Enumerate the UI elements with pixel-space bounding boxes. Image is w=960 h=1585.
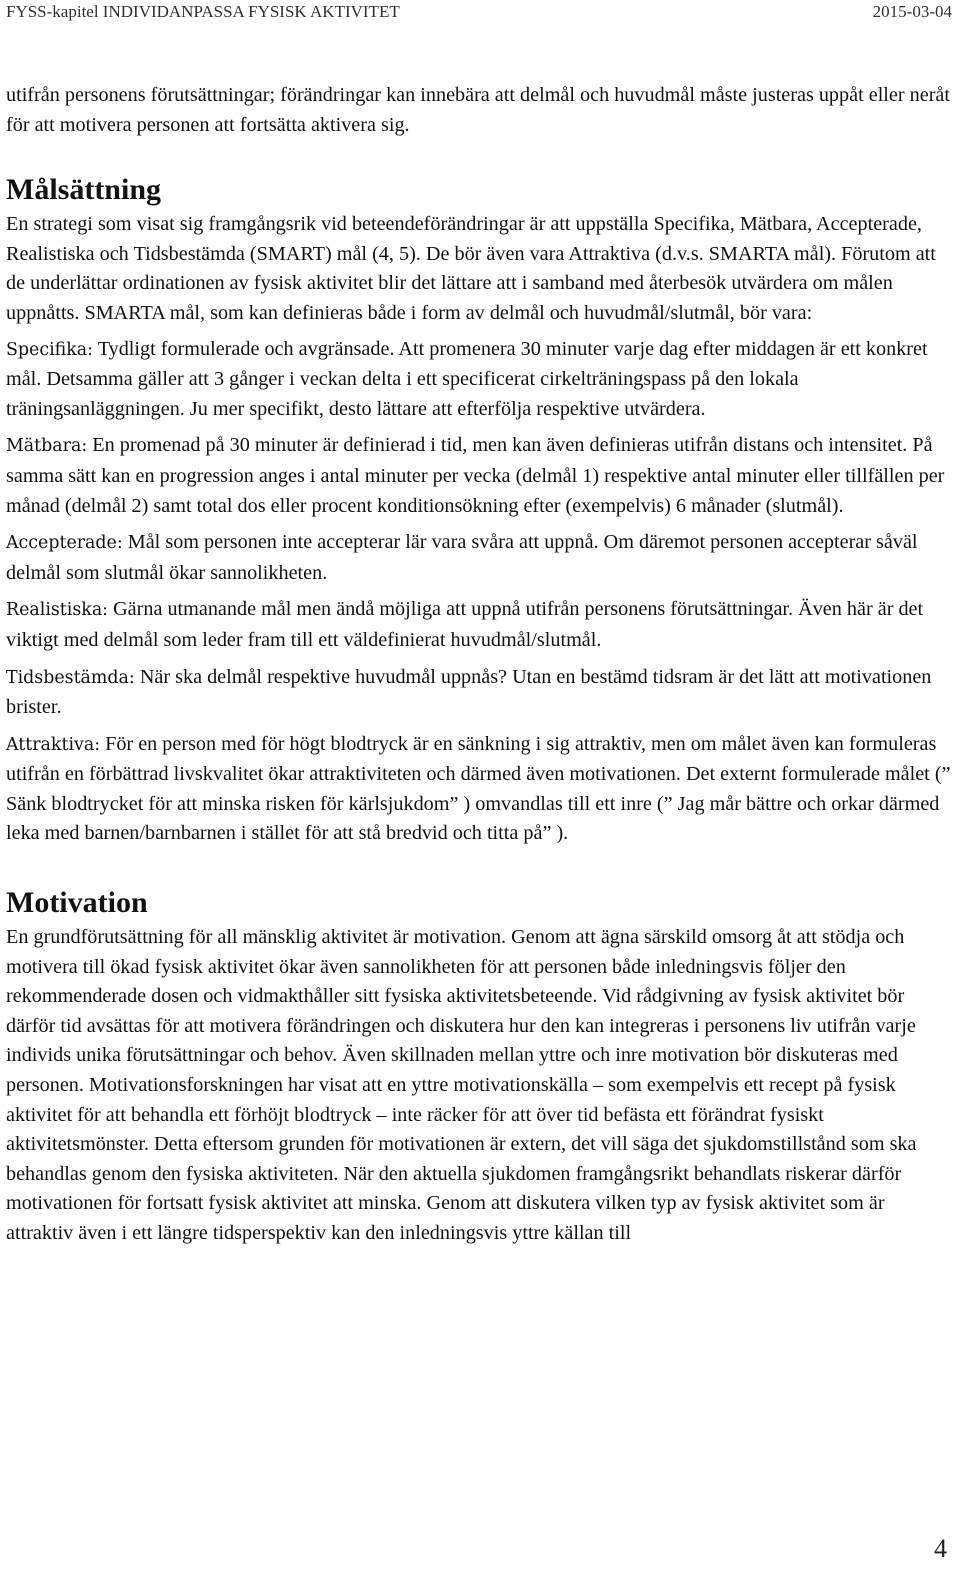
page-number: 4 — [934, 1534, 947, 1563]
section-spacer — [6, 849, 951, 883]
criterion-term: Mätbara: — [6, 436, 88, 457]
intro-paragraph: utifrån personens förutsättningar; förändringar kan innebära att delmål och huvudmål måste justeras uppåt eller neråt för att motivera personen att fortsätta aktivera sig. — [6, 84, 950, 136]
criterion-text: Mål som personen inte accepterar lär vara svåra att uppnå. Om däremot personen accepterar såväl delmål som slutmål ökar sannolikheten. — [6, 531, 918, 584]
criterion-text: Gärna utmanande mål men ändå möjliga att uppnå utifrån personens förutsättningar. Även här är det viktigt med delmål som leder fram till ett väldefinierat huvudmål/slutmål. — [6, 598, 924, 651]
page-content — [6, 81, 951, 1249]
criterion-attraktiva — [6, 730, 951, 849]
page-header — [6, 0, 952, 26]
heading-malsattning: Målsättning — [6, 173, 162, 207]
criterion-term: Realistiska: — [6, 600, 109, 621]
criterion-text: När ska delmål respektive huvudmål uppnås? Utan en bestämd tidsram är det lätt att motivationen brister. — [6, 665, 932, 719]
criterion-specifika — [6, 335, 951, 425]
criterion-text: En promenad på 30 minuter är definierad i tid, men kan även definieras utifrån distans och intensitet. På samma sätt kan en progression anges i antal minuter per vecka (delmål 1) respektive antal minuter eller tillfällen per månad (delmål 2) samt total dos eller procent konditionsökning efter (exempelvis) 6 månader (slutmål). — [6, 434, 945, 517]
criterion-text: Tydligt formulerade och avgränsade. Att promenera 30 minuter varje dag efter middagen är ett konkret mål. Detsamma gäller att 3 gånger i veckan delta i ett specificerat cirkelträningspass på den lokala träningsanläggningen. Ju mer specifikt, desto lättare att efterfölja respektive utvärdera. — [6, 337, 928, 420]
criterion-tidsbestamda — [6, 663, 951, 723]
smart-strategy-paragraph: En strategi som visat sig framgångsrik vid beteendeförändringar är att uppställa Specifika, Mätbara, Accepterade, Realistiska och Tidsbestämda (SMART) mål (4, 5). De bör även vara Attraktiva (d.v.s. SMARTA mål). Förutom att de underlättar ordinationen av fysisk aktivitet blir det lättare att i samband med återbesök utvärdera om målen uppnåtts. SMARTA mål, som kan definieras både i form av delmål och huvudmål/slutmål, bör vara: — [6, 213, 936, 324]
criterion-text: För en person med för högt blodtryck är en sänkning i sig attraktiv, men om målet även kan formuleras utifrån en förbättrad livskvalitet ökar attraktiviteten och därmed även motivationen. Det externt formulerade målet (” Sänk blodtrycket för att minska risken för kärlsjukdom” ) omvandlas till ett inre (” Jag mår bättre och orkar därmed leka med barnen/barnbarnen i stället för att stå bredvid och titta på” ). — [6, 732, 951, 845]
criterion-realistiska — [6, 595, 951, 655]
heading-motivation: Motivation — [6, 886, 148, 920]
document-title: FYSS-kapitel INDIVIDANPASSA FYSISK AKTIVITET — [6, 2, 400, 21]
document-date: 2015-03-04 — [872, 2, 952, 21]
criterion-term: Accepterade: — [6, 533, 123, 554]
criterion-term: Specifika: — [6, 339, 94, 360]
criterion-matbara — [6, 431, 951, 521]
criterion-term: Attraktiva: — [6, 734, 101, 755]
criterion-term: Tidsbestämda: — [6, 667, 135, 688]
criterion-accepterade — [6, 528, 951, 588]
motivation-paragraph: En grundförutsättning för all mänsklig aktivitet är motivation. Genom att ägna särskild omsorg åt att stödja och motivera till ökad fysisk aktivitet ökar även sannolikheten för att personen både inledningsvis följer den rekommenderade dosen och vidmakthåller sitt fysiska aktivitetsbeteende. Vid rådgivning av fysisk aktivitet bör därför tid avsättas för att motivera förändringen och diskutera hur den kan integreras i personens liv utifrån varje individs unika förutsättningar och behov. Även skillnaden mellan yttre och inre motivation bör diskuteras med personen. Motivationsforskningen har visat att en yttre motivationskälla – som exempelvis ett recept på fysisk aktivitet för att behandla ett förhöjt blodtryck – inte räcker för att över tid befästa ett förändrat fysiskt aktivitetsmönster. Detta eftersom grunden för motivationen är extern, det vill säga det sjukdomstillstånd som ska behandlas genom den fysiska aktiviteten. När den aktuella sjukdomen framgångsrikt behandlats riskerar därför motivationen för fortsatt fysisk aktivitet att minska. Genom att diskutera vilken typ av fysisk aktivitet som är attraktiv även i ett längre tidsperspektiv kan den inledningsvis yttre källan till — [6, 926, 917, 1244]
